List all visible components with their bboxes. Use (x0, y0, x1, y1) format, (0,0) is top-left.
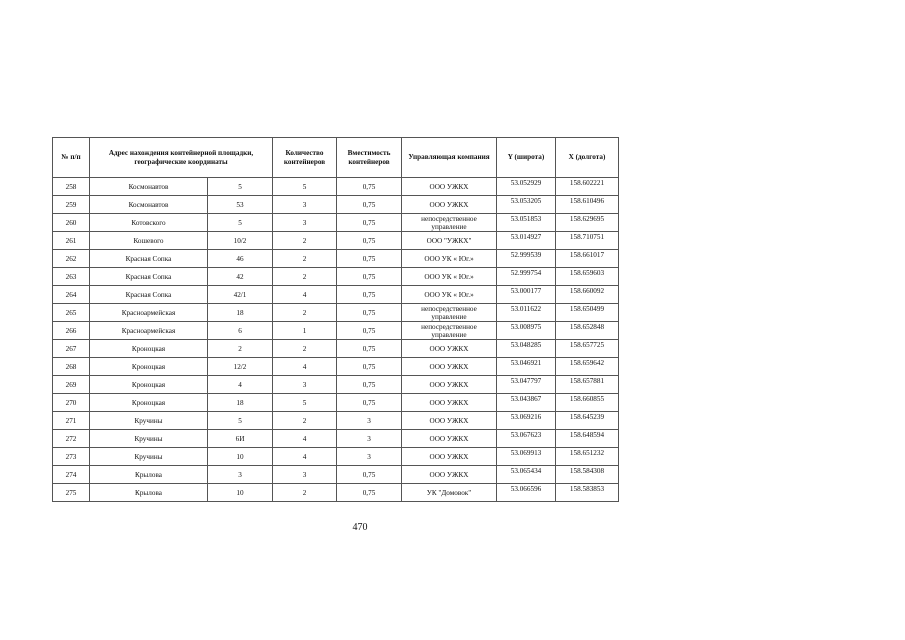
cell-longitude: 158.629695 (556, 214, 619, 232)
cell-num: 260 (53, 214, 90, 232)
header-company: Управляющая компания (402, 138, 497, 178)
cell-house: 10 (208, 484, 273, 502)
cell-house: 10 (208, 448, 273, 466)
cell-longitude: 158.651232 (556, 448, 619, 466)
cell-street: Кроноцкая (90, 376, 208, 394)
cell-capacity: 0,75 (337, 376, 402, 394)
cell-company: ООО УЖКХ (402, 178, 497, 196)
table-row (53, 466, 619, 484)
cell-company: ООО УЖКХ (402, 196, 497, 214)
cell-latitude: 53.065434 (497, 466, 556, 484)
cell-latitude: 53.052929 (497, 178, 556, 196)
table-row (53, 196, 619, 214)
cell-num: 259 (53, 196, 90, 214)
cell-house: 42 (208, 268, 273, 286)
cell-house: 6 (208, 322, 273, 340)
cell-house: 5 (208, 178, 273, 196)
cell-capacity: 0,75 (337, 340, 402, 358)
cell-company: непосредственное управление (402, 322, 497, 340)
table-row (53, 484, 619, 502)
cell-latitude: 53.000177 (497, 286, 556, 304)
table-row (53, 430, 619, 448)
cell-latitude: 53.008975 (497, 322, 556, 340)
header-latitude: Y (широта) (497, 138, 556, 178)
cell-num: 266 (53, 322, 90, 340)
header-num: № п/п (53, 138, 90, 178)
cell-capacity: 0,75 (337, 322, 402, 340)
page-number: 470 (352, 522, 368, 533)
table-row (53, 178, 619, 196)
cell-latitude: 53.046921 (497, 358, 556, 376)
cell-street: Космонавтов (90, 178, 208, 196)
cell-capacity: 0,75 (337, 394, 402, 412)
cell-latitude: 53.069913 (497, 448, 556, 466)
cell-capacity: 0,75 (337, 214, 402, 232)
cell-company: ООО УЖКХ (402, 358, 497, 376)
cell-num: 270 (53, 394, 90, 412)
cell-company: непосредственное управление (402, 304, 497, 322)
cell-company: УК "Домовок" (402, 484, 497, 502)
container-sites-table (52, 137, 619, 502)
table-row (53, 304, 619, 322)
cell-company: ООО УК « Юг.» (402, 268, 497, 286)
cell-street: Кручины (90, 430, 208, 448)
table-body (53, 178, 619, 502)
cell-street: Крылова (90, 466, 208, 484)
cell-street: Кроноцкая (90, 394, 208, 412)
cell-longitude: 158.659642 (556, 358, 619, 376)
cell-num: 274 (53, 466, 90, 484)
cell-house: 2 (208, 340, 273, 358)
cell-capacity: 0,75 (337, 178, 402, 196)
cell-count: 2 (273, 304, 337, 322)
cell-street: Красная Сопка (90, 250, 208, 268)
cell-count: 3 (273, 376, 337, 394)
cell-street: Кошевого (90, 232, 208, 250)
cell-street: Красноармейская (90, 322, 208, 340)
table-row (53, 376, 619, 394)
cell-num: 273 (53, 448, 90, 466)
cell-capacity: 3 (337, 430, 402, 448)
cell-capacity: 0,75 (337, 232, 402, 250)
cell-longitude: 158.645239 (556, 412, 619, 430)
cell-longitude: 158.650499 (556, 304, 619, 322)
cell-longitude: 158.660092 (556, 286, 619, 304)
cell-street: Красноармейская (90, 304, 208, 322)
header-count: Количество контейнеров (273, 138, 337, 178)
cell-street: Котовского (90, 214, 208, 232)
header-capacity: Вместимость контейнеров (337, 138, 402, 178)
table-row (53, 394, 619, 412)
cell-longitude: 158.661017 (556, 250, 619, 268)
cell-latitude: 53.011622 (497, 304, 556, 322)
cell-count: 5 (273, 178, 337, 196)
cell-count: 3 (273, 196, 337, 214)
cell-capacity: 3 (337, 448, 402, 466)
cell-latitude: 53.053205 (497, 196, 556, 214)
cell-company: ООО УЖКХ (402, 448, 497, 466)
cell-company: ООО УК « Юг.» (402, 286, 497, 304)
cell-longitude: 158.657725 (556, 340, 619, 358)
cell-street: Крылова (90, 484, 208, 502)
cell-capacity: 0,75 (337, 484, 402, 502)
cell-company: ООО УЖКХ (402, 340, 497, 358)
cell-longitude: 158.652848 (556, 322, 619, 340)
cell-num: 262 (53, 250, 90, 268)
cell-count: 2 (273, 340, 337, 358)
cell-street: Красная Сопка (90, 286, 208, 304)
header-address: Адрес нахождения контейнерной площадки, географические координаты (90, 138, 273, 178)
cell-company: ООО "УЖКХ" (402, 232, 497, 250)
cell-num: 258 (53, 178, 90, 196)
cell-company: непосредственное управление (402, 214, 497, 232)
cell-latitude: 52.999539 (497, 250, 556, 268)
cell-house: 12/2 (208, 358, 273, 376)
cell-count: 1 (273, 322, 337, 340)
cell-capacity: 0,75 (337, 304, 402, 322)
cell-latitude: 53.069216 (497, 412, 556, 430)
cell-count: 2 (273, 484, 337, 502)
cell-street: Красная Сопка (90, 268, 208, 286)
cell-count: 5 (273, 394, 337, 412)
cell-count: 2 (273, 232, 337, 250)
table-row (53, 268, 619, 286)
cell-longitude: 158.660855 (556, 394, 619, 412)
cell-longitude: 158.602221 (556, 178, 619, 196)
cell-capacity: 0,75 (337, 268, 402, 286)
cell-capacity: 0,75 (337, 250, 402, 268)
cell-street: Кроноцкая (90, 340, 208, 358)
cell-num: 268 (53, 358, 90, 376)
cell-latitude: 53.043867 (497, 394, 556, 412)
cell-capacity: 0,75 (337, 286, 402, 304)
cell-street: Кручины (90, 412, 208, 430)
cell-house: 10/2 (208, 232, 273, 250)
cell-house: 3 (208, 466, 273, 484)
table-row (53, 250, 619, 268)
cell-company: ООО УЖКХ (402, 430, 497, 448)
cell-company: ООО УЖКХ (402, 466, 497, 484)
cell-street: Космонавтов (90, 196, 208, 214)
table-row (53, 322, 619, 340)
cell-num: 264 (53, 286, 90, 304)
cell-num: 265 (53, 304, 90, 322)
cell-house: 6И (208, 430, 273, 448)
cell-latitude: 53.014927 (497, 232, 556, 250)
table-row (53, 358, 619, 376)
cell-num: 263 (53, 268, 90, 286)
cell-capacity: 3 (337, 412, 402, 430)
table-row (53, 232, 619, 250)
cell-house: 4 (208, 376, 273, 394)
cell-num: 269 (53, 376, 90, 394)
cell-longitude: 158.584308 (556, 466, 619, 484)
cell-latitude: 53.051853 (497, 214, 556, 232)
cell-longitude: 158.583853 (556, 484, 619, 502)
cell-latitude: 53.047797 (497, 376, 556, 394)
cell-latitude: 52.999754 (497, 268, 556, 286)
table-header-row (53, 138, 619, 178)
cell-num: 261 (53, 232, 90, 250)
cell-latitude: 53.048285 (497, 340, 556, 358)
cell-longitude: 158.710751 (556, 232, 619, 250)
cell-count: 4 (273, 286, 337, 304)
cell-count: 4 (273, 430, 337, 448)
cell-count: 2 (273, 412, 337, 430)
cell-num: 267 (53, 340, 90, 358)
cell-num: 275 (53, 484, 90, 502)
cell-company: ООО УЖКХ (402, 412, 497, 430)
cell-company: ООО УК « Юг.» (402, 250, 497, 268)
cell-company: ООО УЖКХ (402, 394, 497, 412)
table-row (53, 340, 619, 358)
cell-count: 2 (273, 268, 337, 286)
cell-latitude: 53.067623 (497, 430, 556, 448)
cell-house: 53 (208, 196, 273, 214)
cell-capacity: 0,75 (337, 358, 402, 376)
table-row (53, 286, 619, 304)
cell-house: 5 (208, 412, 273, 430)
cell-house: 18 (208, 304, 273, 322)
header-longitude: Х (долгота) (556, 138, 619, 178)
cell-street: Кроноцкая (90, 358, 208, 376)
cell-num: 272 (53, 430, 90, 448)
cell-num: 271 (53, 412, 90, 430)
cell-house: 42/1 (208, 286, 273, 304)
cell-company: ООО УЖКХ (402, 376, 497, 394)
cell-capacity: 0,75 (337, 196, 402, 214)
cell-longitude: 158.659603 (556, 268, 619, 286)
cell-house: 18 (208, 394, 273, 412)
cell-latitude: 53.066596 (497, 484, 556, 502)
table-row (53, 448, 619, 466)
cell-count: 4 (273, 358, 337, 376)
table-row (53, 412, 619, 430)
table-row (53, 214, 619, 232)
cell-longitude: 158.648594 (556, 430, 619, 448)
cell-house: 46 (208, 250, 273, 268)
cell-count: 3 (273, 214, 337, 232)
cell-longitude: 158.610496 (556, 196, 619, 214)
cell-capacity: 0,75 (337, 466, 402, 484)
cell-count: 4 (273, 448, 337, 466)
cell-longitude: 158.657881 (556, 376, 619, 394)
cell-count: 2 (273, 250, 337, 268)
cell-count: 3 (273, 466, 337, 484)
cell-street: Кручины (90, 448, 208, 466)
cell-house: 5 (208, 214, 273, 232)
